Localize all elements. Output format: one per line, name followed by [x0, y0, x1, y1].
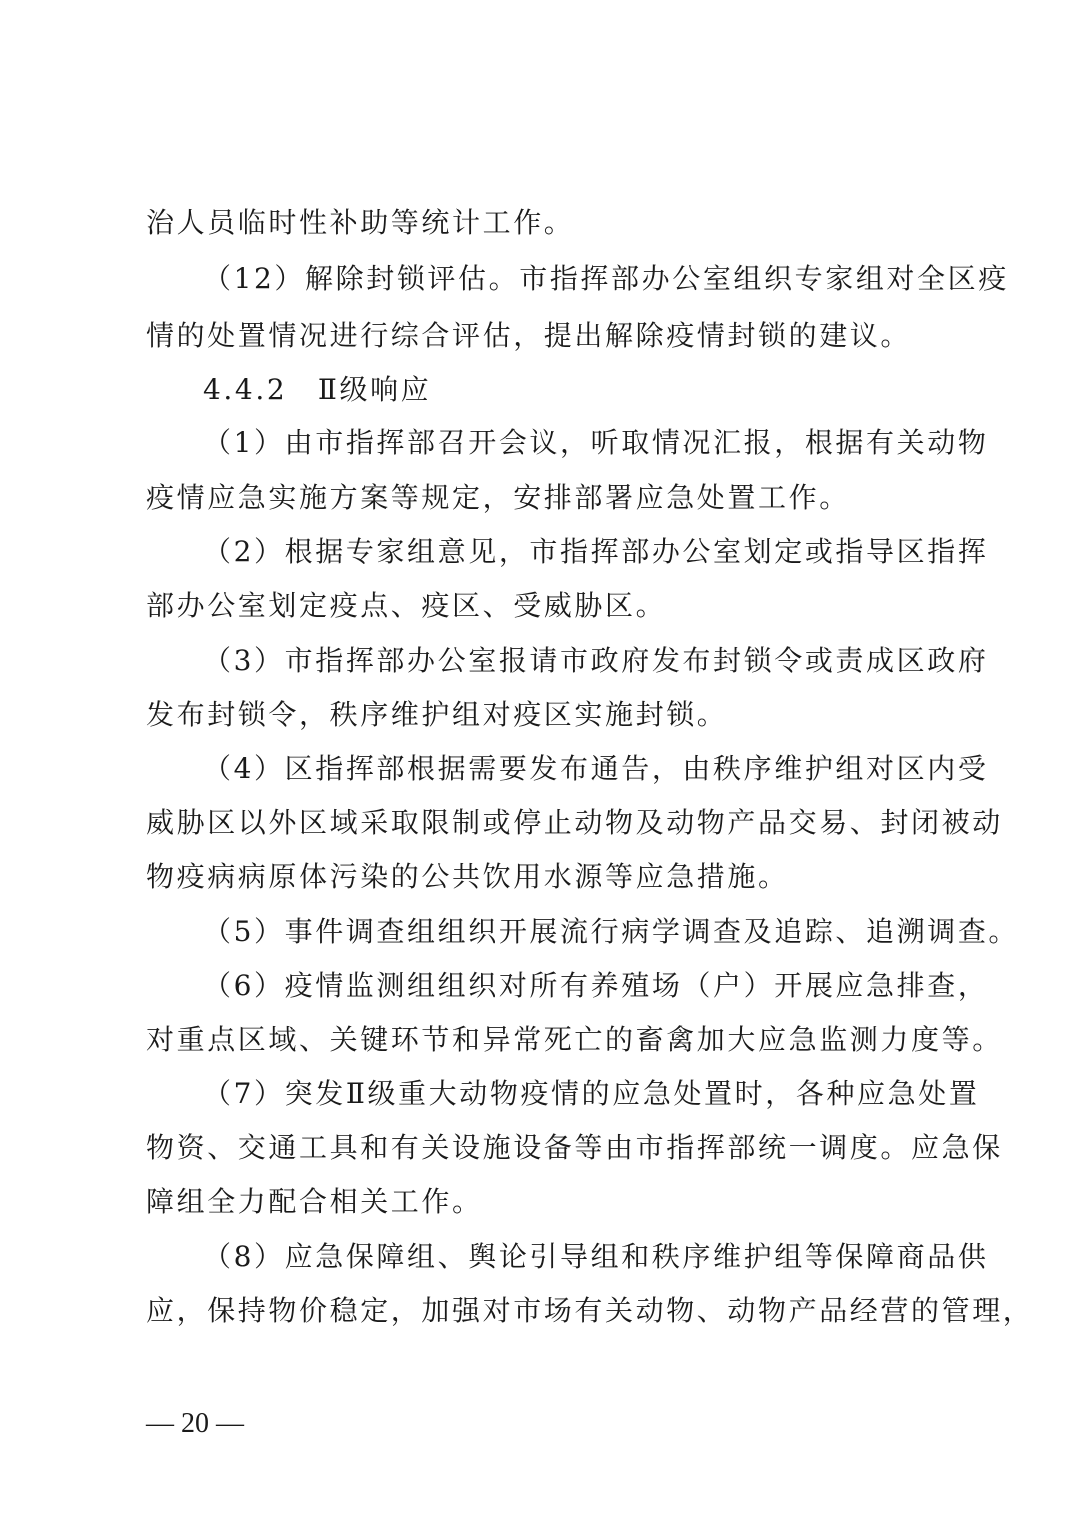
text-line: 物资、交通工具和有关设施设备等由市指挥部统一调度。应急保	[146, 1131, 1003, 1164]
text-line: （5）事件调查组组织开展流行病学调查及追踪、追溯调查。	[203, 915, 1020, 948]
text-line: 部办公室划定疫点、疫区、受威胁区。	[146, 589, 667, 622]
text-line: 威胁区以外区域采取限制或停止动物及动物产品交易、封闭被动	[146, 806, 1003, 839]
section-heading: 4.4.2 Ⅱ级响应	[203, 373, 432, 406]
text-line: 情的处置情况进行综合评估，提出解除疫情封锁的建议。	[146, 319, 912, 352]
text-line: 障组全力配合相关工作。	[146, 1185, 483, 1218]
text-line: （3）市指挥部办公室报请市政府发布封锁令或责成区政府	[203, 644, 989, 677]
page-number: — 20 —	[146, 1408, 244, 1439]
text-line: （8）应急保障组、舆论引导组和秩序维护组等保障商品供	[203, 1240, 989, 1273]
text-line: 治人员临时性补助等统计工作。	[146, 206, 575, 239]
text-line: （7）突发Ⅱ级重大动物疫情的应急处置时，各种应急处置	[203, 1077, 980, 1110]
text-line: （6）疫情监测组组织对所有养殖场（户）开展应急排查，	[203, 969, 989, 1002]
text-line: 物疫病病原体污染的公共饮用水源等应急措施。	[146, 860, 789, 893]
text-line: （4）区指挥部根据需要发布通告，由秩序维护组对区内受	[203, 752, 989, 785]
text-line: （2）根据专家组意见，市指挥部办公室划定或指导区指挥	[203, 535, 989, 568]
text-line: 应，保持物价稳定，加强对市场有关动物、动物产品经营的管理，	[146, 1294, 1034, 1327]
text-line: 对重点区域、关键环节和异常死亡的畜禽加大应急监测力度等。	[146, 1023, 1003, 1056]
text-line: （12）解除封锁评估。市指挥部办公室组织专家组对全区疫	[203, 262, 1009, 295]
text-line: （1）由市指挥部召开会议，听取情况汇报，根据有关动物	[203, 426, 989, 459]
text-line: 疫情应急实施方案等规定，安排部署应急处置工作。	[146, 481, 850, 514]
text-line: 发布封锁令，秩序维护组对疫区实施封锁。	[146, 698, 728, 731]
